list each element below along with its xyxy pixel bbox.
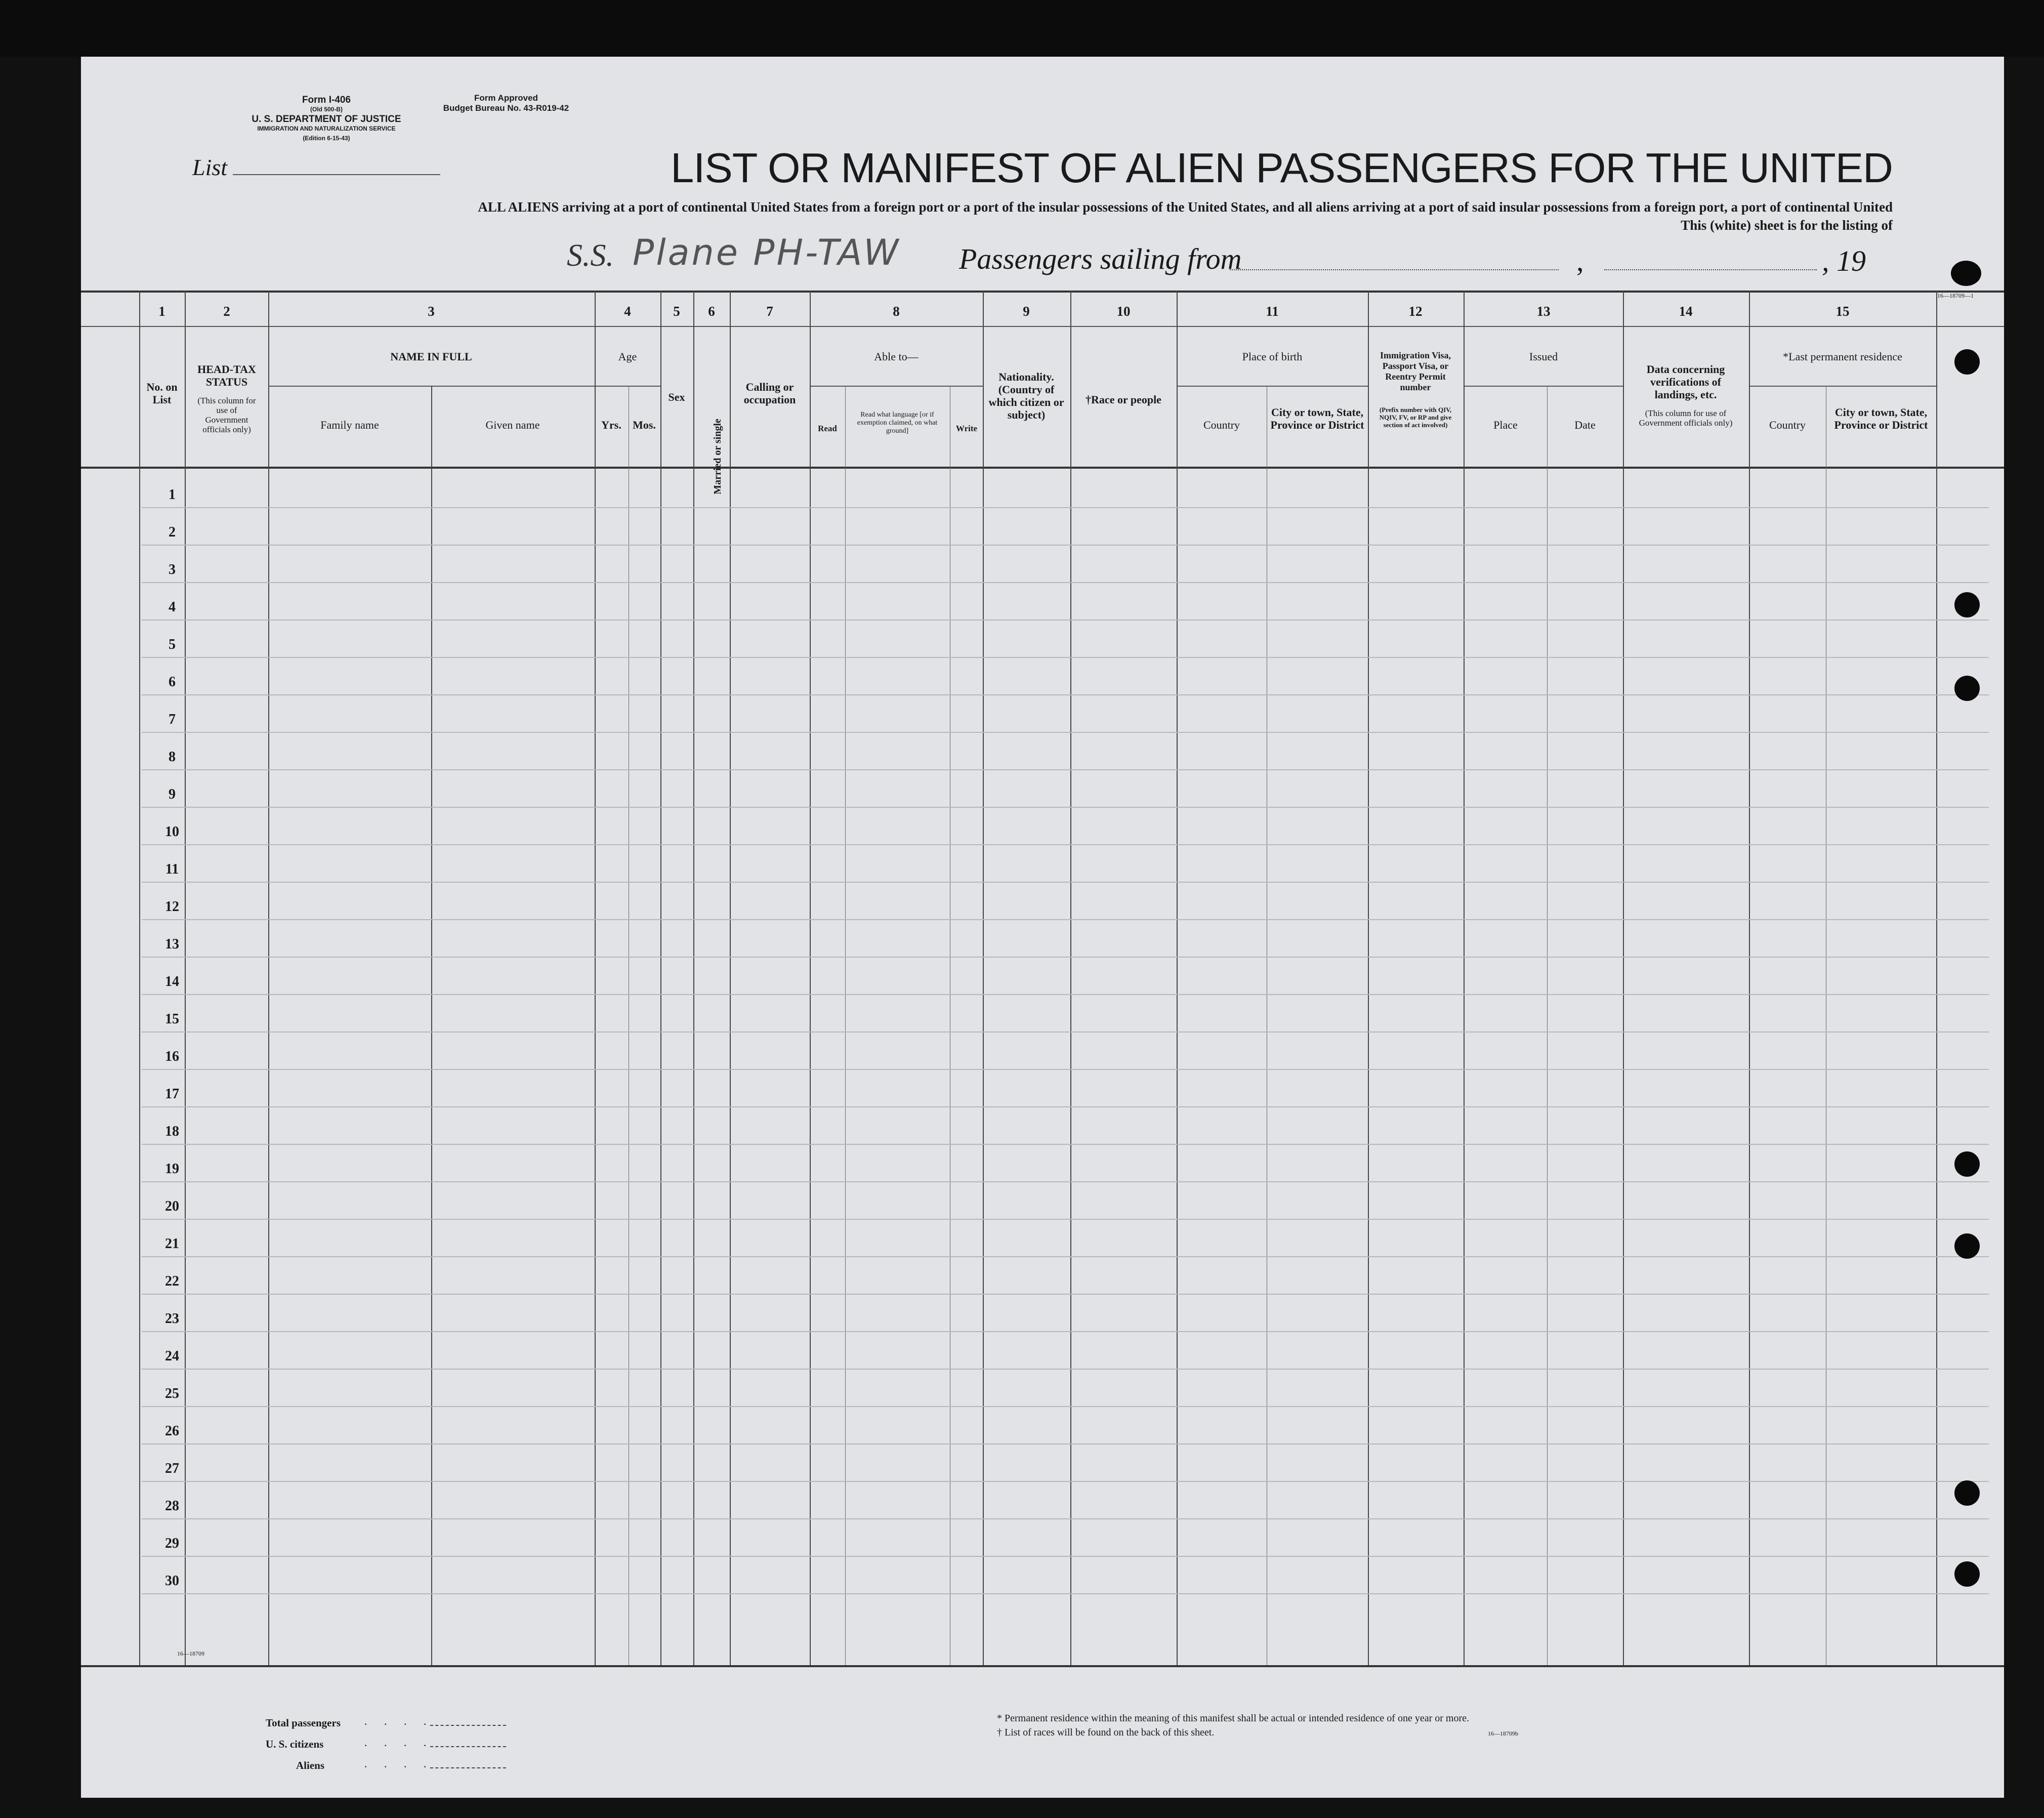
- sailing-from-label: Passengers sailing from: [959, 242, 1242, 275]
- col-num-10: 10: [1116, 304, 1131, 319]
- row-number: 14: [165, 974, 179, 989]
- table-row[interactable]: [142, 1593, 1989, 1594]
- col-num-9: 9: [1023, 304, 1030, 319]
- table-row[interactable]: [142, 1406, 1989, 1407]
- table-row[interactable]: [142, 545, 1989, 546]
- scan-border: [0, 0, 2044, 57]
- row-number: 15: [165, 1011, 179, 1027]
- total-passengers-field[interactable]: [430, 1725, 506, 1726]
- table-row[interactable]: [142, 694, 1989, 695]
- binder-hole: [1954, 1151, 1980, 1177]
- table-row[interactable]: [142, 1443, 1989, 1444]
- year-label: , 19: [1822, 244, 1866, 277]
- header-race: †Race or people: [1086, 393, 1161, 406]
- manifest-sheet: [81, 57, 2004, 1798]
- row-number: 9: [169, 787, 176, 802]
- service: IMMIGRATION AND NATURALIZATION SERVICE: [257, 125, 396, 132]
- comma: ,: [1576, 244, 1584, 277]
- old-form-number: (Old 500-B): [310, 106, 343, 113]
- binder-hole: [1954, 1480, 1980, 1506]
- row-number: 13: [165, 936, 179, 952]
- header-no-on-list: No. on List: [146, 381, 178, 406]
- col-num-1: 1: [158, 304, 165, 319]
- binder-hole: [1954, 676, 1980, 701]
- col-rule: [660, 291, 661, 1665]
- table-row[interactable]: [142, 1369, 1989, 1370]
- page-title: LIST OR MANIFEST OF ALIEN PASSENGERS FOR THE UNITED: [671, 144, 1893, 191]
- table-bottom-rule: [81, 1665, 2004, 1667]
- header-mos: Mos.: [633, 419, 656, 431]
- col-num-8: 8: [893, 304, 900, 319]
- row-number: 19: [165, 1161, 179, 1177]
- col-rule: [1368, 291, 1369, 1665]
- col-num-5: 5: [673, 304, 680, 319]
- table-row[interactable]: [142, 882, 1989, 883]
- table-row[interactable]: [142, 1518, 1989, 1519]
- header-head-tax-note: (This column for use of Government officials only): [197, 396, 256, 434]
- table-row[interactable]: [142, 919, 1989, 920]
- col-num-3: 3: [428, 304, 435, 319]
- row-number: 22: [165, 1273, 179, 1289]
- row-number: 1: [169, 487, 176, 503]
- table-row[interactable]: [142, 1256, 1989, 1257]
- header-read: Read: [818, 424, 837, 433]
- table-row[interactable]: [142, 1219, 1989, 1220]
- header-yrs: Yrs.: [601, 419, 621, 431]
- col-rule: [1070, 291, 1071, 1665]
- row-number: 21: [165, 1236, 179, 1252]
- table-row[interactable]: [142, 1556, 1989, 1557]
- header-calling: Calling or occupation: [743, 381, 796, 406]
- col-rule: [268, 291, 269, 1665]
- binder-hole: [1954, 349, 1980, 375]
- col-num-13: 13: [1536, 304, 1551, 319]
- row-number: 25: [165, 1386, 179, 1401]
- row-number: 20: [165, 1199, 179, 1214]
- issued-sub-rule: [1464, 386, 1623, 387]
- list-field[interactable]: [233, 174, 440, 175]
- row-number: 28: [165, 1498, 179, 1514]
- row-number: 23: [165, 1311, 179, 1327]
- col-num-4: 4: [624, 304, 631, 319]
- col-rule: [983, 291, 984, 1665]
- row-number: 12: [165, 899, 179, 915]
- us-citizens-field[interactable]: [430, 1746, 506, 1747]
- able-sub-rule: [810, 386, 983, 387]
- header-family-name: Family name: [320, 419, 379, 431]
- table-row[interactable]: [142, 657, 1989, 658]
- column-number-rule: [81, 326, 2004, 327]
- edition: (Edition 6-15-43): [303, 135, 350, 142]
- table-row[interactable]: [142, 769, 1989, 770]
- row-number: 11: [165, 861, 179, 877]
- col-rule: [595, 291, 596, 1665]
- table-row[interactable]: [142, 994, 1989, 995]
- table-row[interactable]: [142, 844, 1989, 845]
- table-row[interactable]: [142, 507, 1989, 508]
- header-birth-city: City or town, State, Province or District: [1270, 406, 1364, 431]
- table-row[interactable]: [142, 1331, 1989, 1332]
- row-number: 30: [165, 1573, 179, 1589]
- table-row[interactable]: [142, 1069, 1989, 1070]
- col-rule: [1547, 386, 1548, 1665]
- aliens-dots: . . . .: [364, 1757, 434, 1770]
- footnote-races: † List of races will be found on the back of this sheet.: [997, 1727, 1215, 1738]
- citizens-dots: . . . .: [364, 1736, 434, 1749]
- total-dots: . . . .: [364, 1715, 434, 1727]
- birth-sub-rule: [1177, 386, 1368, 387]
- sailing-port-field[interactable]: [1230, 269, 1559, 270]
- print-code-top: 16—18709—1: [1937, 292, 1974, 299]
- header-residence-country: Country: [1769, 419, 1806, 431]
- header-issued-date: Date: [1574, 419, 1596, 431]
- row-number: 7: [169, 712, 176, 727]
- row-number: 5: [169, 637, 176, 652]
- header-last-residence: *Last permanent residence: [1783, 350, 1902, 363]
- table-row[interactable]: [142, 1144, 1989, 1145]
- col-rule: [1749, 291, 1750, 1665]
- col-num-14: 14: [1679, 304, 1693, 319]
- us-citizens-label: U. S. citizens: [266, 1738, 324, 1750]
- row-number: 4: [169, 599, 176, 615]
- row-number: 27: [165, 1461, 179, 1476]
- header-issued: Issued: [1529, 350, 1558, 363]
- col-rule: [730, 291, 731, 1665]
- header-verifications: Data concerning verifications of landings, etc.: [1646, 363, 1725, 401]
- row-number: 16: [165, 1049, 179, 1064]
- row-number: 8: [169, 749, 176, 765]
- col-rule: [1177, 291, 1178, 1665]
- binder-hole: [1951, 261, 1981, 286]
- header-birth-country: Country: [1203, 419, 1240, 431]
- binder-hole: [1954, 1233, 1980, 1259]
- col-rule: [1936, 291, 1937, 1665]
- header-sex: Sex: [668, 391, 685, 403]
- name-sub-rule: [268, 386, 597, 387]
- budget-bureau: Budget Bureau No. 43-R019-42: [443, 103, 569, 113]
- ss-label: S.S.: [567, 238, 614, 273]
- table-top-rule: [81, 291, 2004, 293]
- budget-approval: [405, 93, 607, 113]
- col-rule: [431, 386, 432, 1665]
- row-number: 17: [165, 1086, 179, 1102]
- department: U. S. DEPARTMENT OF JUSTICE: [252, 114, 401, 125]
- col-rule: [845, 386, 846, 1665]
- row-number: 26: [165, 1423, 179, 1439]
- header-visa: Immigration Visa, Passport Visa, or Reentry Permit number: [1380, 350, 1451, 392]
- subtitle-line-1: ALL ALIENS arriving at a port of continental United States from a foreign port or a port of the insular possessions of the United States, and all aliens arriving at a port of said insular possessions from a foreign port, a port of continental United: [478, 199, 1893, 215]
- print-code-left: 16—18709: [177, 1650, 204, 1657]
- header-age: Age: [618, 350, 637, 363]
- header-bottom-rule: [81, 467, 2004, 469]
- header-place-of-birth: Place of birth: [1242, 350, 1303, 363]
- table-row[interactable]: [142, 732, 1989, 733]
- row-number: 29: [165, 1536, 179, 1551]
- header-verifications-note: (This column for use of Government officials only): [1639, 408, 1733, 428]
- table-row[interactable]: [142, 1294, 1989, 1295]
- row-number: 6: [169, 674, 176, 690]
- col-num-7: 7: [766, 304, 773, 319]
- row-number: 10: [165, 824, 179, 840]
- col-num-12: 12: [1408, 304, 1423, 319]
- col-rule: [693, 291, 694, 1665]
- row-number: 2: [169, 524, 176, 540]
- header-name-in-full: NAME IN FULL: [390, 350, 472, 363]
- header-visa-note: (Prefix number with QIV, NQIV, FV, or RP and give section of act involved): [1379, 406, 1452, 429]
- col-rule: [1623, 291, 1624, 1665]
- row-number: 24: [165, 1348, 179, 1364]
- list-label: List: [192, 154, 228, 180]
- table-row[interactable]: [142, 1481, 1989, 1482]
- table-row[interactable]: [142, 957, 1989, 958]
- aliens-label: Aliens: [296, 1759, 325, 1771]
- col-num-2: 2: [223, 304, 230, 319]
- row-number: 3: [169, 562, 176, 577]
- table-row[interactable]: [142, 619, 1989, 621]
- header-write: Write: [955, 424, 978, 433]
- header-residence-city: City or town, State, Province or District: [1834, 406, 1928, 431]
- col-num-6: 6: [708, 304, 715, 319]
- header-read-what-language: Read what language [or if exemption claimed, on what ground]: [857, 411, 938, 435]
- form-approved: Form Approved: [474, 93, 538, 103]
- header-nationality: Nationality. (Country of which citizen or subject): [988, 370, 1064, 421]
- col-num-11: 11: [1266, 304, 1279, 319]
- header-head-tax: HEAD-TAX STATUS: [197, 363, 256, 388]
- header-given-name: Given name: [485, 419, 540, 431]
- table-row[interactable]: [142, 582, 1989, 583]
- binder-hole: [1954, 1561, 1980, 1587]
- table-row[interactable]: [142, 807, 1989, 808]
- vessel-name-handwritten: Plane PH-TAW: [633, 232, 901, 273]
- form-number: Form I-406: [302, 95, 351, 105]
- print-code-right: 16—18709b: [1488, 1730, 1518, 1737]
- col-rule: [1464, 291, 1465, 1665]
- sailing-date-field[interactable]: [1604, 269, 1817, 270]
- total-passengers-label: Total passengers: [266, 1717, 341, 1729]
- table-row[interactable]: [142, 1106, 1989, 1107]
- subtitle-line-2: This (white) sheet is for the listing of: [1681, 218, 1893, 233]
- residence-sub-rule: [1749, 386, 1936, 387]
- col-rule: [810, 291, 811, 1665]
- binder-hole: [1954, 592, 1980, 617]
- age-sub-rule: [595, 386, 660, 387]
- header-able-to: Able to—: [874, 350, 919, 363]
- table-row[interactable]: [142, 1181, 1989, 1182]
- table-row[interactable]: [142, 1031, 1989, 1032]
- aliens-field[interactable]: [430, 1767, 506, 1768]
- col-num-15: 15: [1836, 304, 1850, 319]
- footnote-residence: * Permanent residence within the meaning of this manifest shall be actual or intended residence of one year or more.: [997, 1713, 1470, 1724]
- header-married-or-single: Married or single: [712, 419, 723, 494]
- header-issued-place: Place: [1493, 419, 1518, 431]
- row-number: 18: [165, 1124, 179, 1139]
